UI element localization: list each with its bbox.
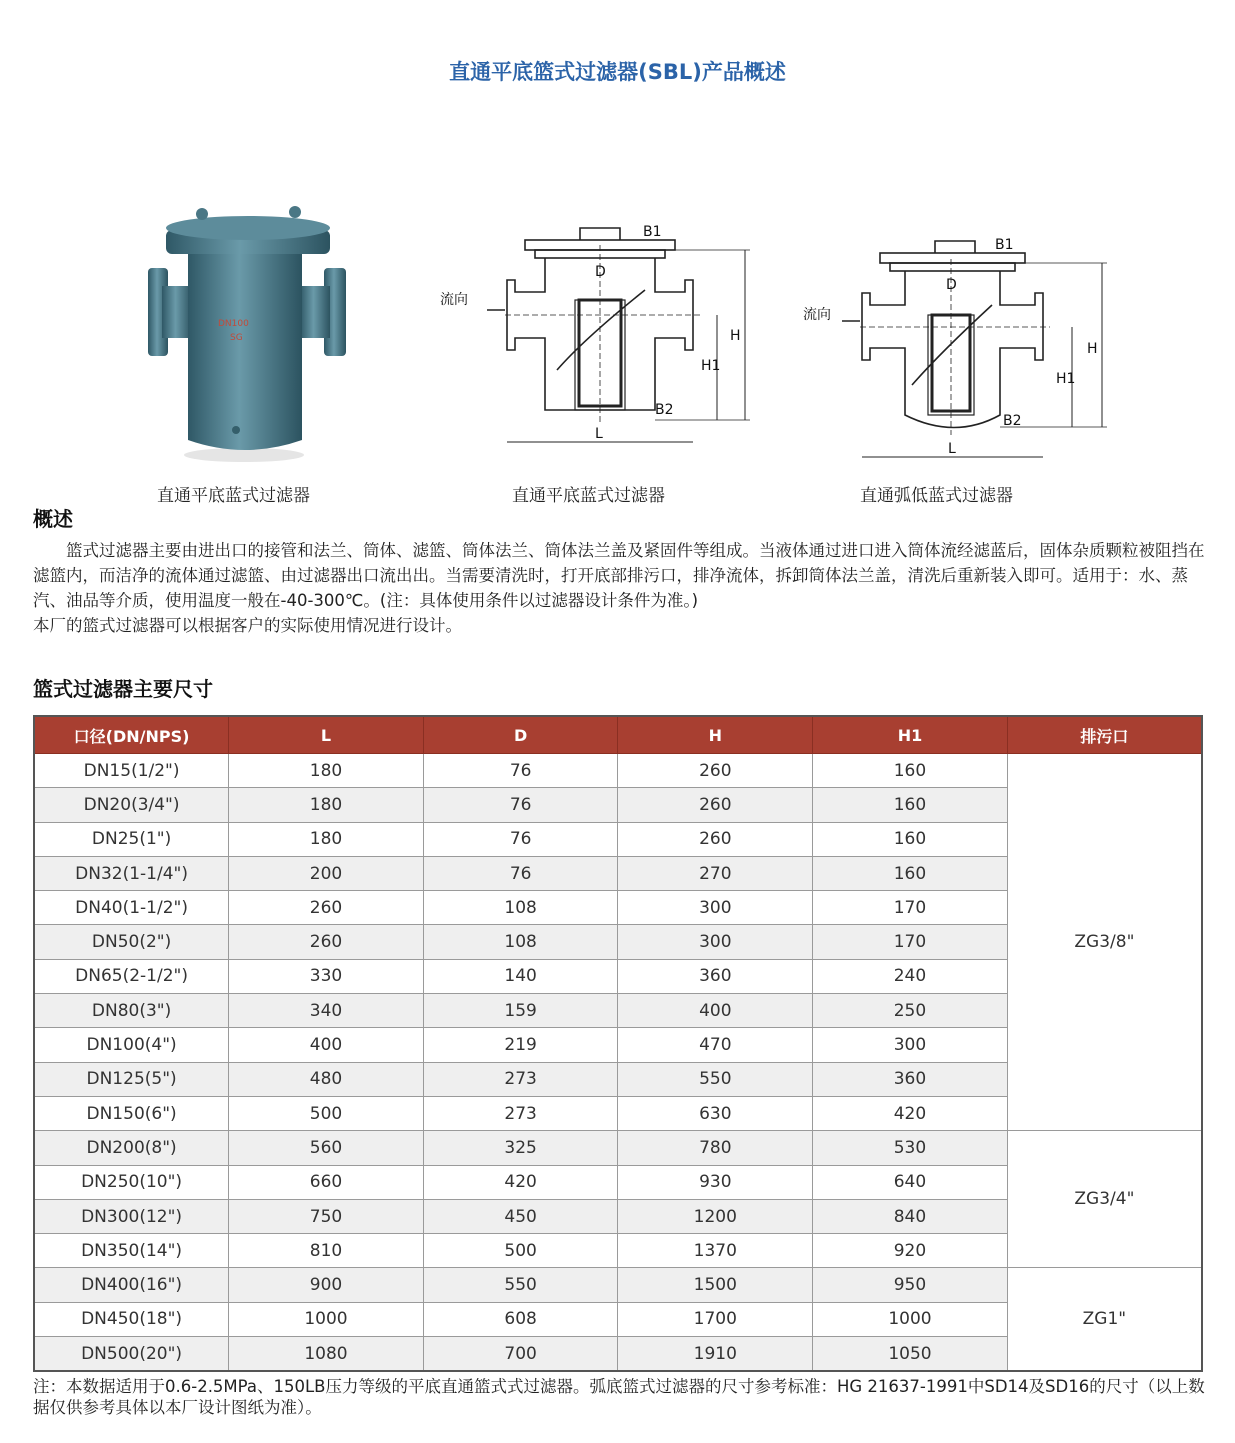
column-header: H1 [813,716,1008,754]
table-cell: 560 [229,1131,424,1165]
table-cell: 550 [618,1062,813,1096]
table-cell: 360 [813,1062,1008,1096]
table-cell: DN20(3/4") [34,788,229,822]
table-cell: 108 [423,891,618,925]
table-cell: 330 [229,959,424,993]
table-cell: 930 [618,1165,813,1199]
table-cell: 260 [618,788,813,822]
overview-paragraph: 本厂的篮式过滤器可以根据客户的实际使用情况进行设计。 [33,616,462,635]
table-cell: 1050 [813,1337,1008,1372]
table-row [34,754,1202,788]
table-cell: DN32(1-1/4") [34,856,229,890]
table-cell: 160 [813,856,1008,890]
table-cell: 920 [813,1234,1008,1268]
table-cell: 325 [423,1131,618,1165]
table-cell: 400 [229,1028,424,1062]
svg-text:SG: SG [230,333,243,343]
h-label: H [730,328,741,344]
column-header: D [423,716,618,754]
table-cell: 108 [423,925,618,959]
table-row [34,1131,1202,1165]
table-cell: 170 [813,891,1008,925]
table-cell: 1000 [229,1302,424,1336]
drain-port-cell: ZG3/8" [1007,754,1202,1131]
footnote: 注：本数据适用于0.6-2.5MPa、150LB压力等级的平底直通篮式式过滤器。弧底篮式过滤器的尺寸参考标准：HG 21637-1991中SD14及SD16的尺寸（以上数据仅供参考具体以本厂设计图纸为准）。 [33,1377,1205,1417]
table-cell: 260 [618,822,813,856]
table-cell: 1500 [618,1268,813,1302]
table-cell: 140 [423,959,618,993]
table-cell: 500 [229,1096,424,1130]
table-cell: 660 [229,1165,424,1199]
table-cell: DN150(6") [34,1096,229,1130]
table-cell: 180 [229,822,424,856]
table-row [34,1268,1202,1302]
table-cell: DN400(16") [34,1268,229,1302]
table-cell: 750 [229,1199,424,1233]
table-cell: 700 [423,1337,618,1372]
table-cell: 76 [423,822,618,856]
table-cell: DN15(1/2") [34,754,229,788]
drain-port-cell: ZG3/4" [1007,1131,1202,1268]
table-cell: 780 [618,1131,813,1165]
table-cell: 1080 [229,1337,424,1372]
table-cell: 400 [618,994,813,1028]
table-cell: 160 [813,822,1008,856]
column-header: 口径(DN/NPS) [34,716,229,754]
table-cell: 1000 [813,1302,1008,1336]
table-cell: 500 [423,1234,618,1268]
figure-caption-arc: 直通弧低蓝式过滤器 [860,486,1013,506]
l-label: L [948,441,956,457]
table-cell: 159 [423,994,618,1028]
table-cell: 450 [423,1199,618,1233]
table-cell: 840 [813,1199,1008,1233]
svg-text:DN100: DN100 [218,319,249,329]
table-cell: 810 [229,1234,424,1268]
table-cell: DN350(14") [34,1234,229,1268]
table-cell: 1700 [618,1302,813,1336]
b2-label: B2 [655,402,674,418]
figure-caption-flat: 直通平底蓝式过滤器 [512,486,665,506]
table-cell: 360 [618,959,813,993]
table-cell: 340 [229,994,424,1028]
table-cell: 530 [813,1131,1008,1165]
h1-label: H1 [701,358,721,374]
table-cell: DN40(1-1/2") [34,891,229,925]
table-cell: 300 [618,925,813,959]
table-cell: 76 [423,788,618,822]
table-cell: 420 [423,1165,618,1199]
h-label: H [1087,341,1098,357]
table-cell: DN50(2") [34,925,229,959]
table-cell: 260 [229,925,424,959]
b1-label: B1 [995,237,1014,253]
column-header: H [618,716,813,754]
table-heading: 篮式过滤器主要尺寸 [33,677,213,701]
table-cell: 270 [618,856,813,890]
d-label: D [595,264,606,280]
table-cell: DN25(1") [34,822,229,856]
table-cell: DN100(4") [34,1028,229,1062]
table-cell: 160 [813,788,1008,822]
table-cell: 1910 [618,1337,813,1372]
overview-paragraph: 篮式过滤器主要由进出口的接管和法兰、筒体、滤篮、筒体法兰、筒体法兰盖及紧固件等组成。当液体通过进口进入筒体流经滤蓝后，固体杂质颗粒被阻挡在滤篮内，而洁净的流体通过滤篮、由过滤器出口流出出。当需要清洗时，打开底部排污口，排净流体，拆卸筒体法兰盖，清洗后重新装入即可。适用于：水、蒸汽、油品等介质，使用温度一般在-40-300℃。(注：具体使用条件以过滤器设计条件为准。) [33,541,1205,610]
table-cell: 300 [813,1028,1008,1062]
table-cell: 240 [813,959,1008,993]
table-cell: 170 [813,925,1008,959]
table-cell: 900 [229,1268,424,1302]
table-cell: 470 [618,1028,813,1062]
table-cell: 300 [618,891,813,925]
table-cell: 260 [229,891,424,925]
filter-photo [140,200,355,465]
table-cell: 550 [423,1268,618,1302]
table-cell: DN450(18") [34,1302,229,1336]
table-cell: 640 [813,1165,1008,1199]
overview-text [33,538,1213,638]
arc-bottom-diagram [800,235,1125,465]
table-cell: 950 [813,1268,1008,1302]
table-cell: 1370 [618,1234,813,1268]
table-cell: DN200(8") [34,1131,229,1165]
flow-direction-label: 流向 [803,307,831,323]
table-cell: 480 [229,1062,424,1096]
overview-heading: 概述 [33,507,73,531]
table-cell: DN250(10") [34,1165,229,1199]
table-cell: 630 [618,1096,813,1130]
table-cell: 250 [813,994,1008,1028]
table-cell: 160 [813,754,1008,788]
table-cell: 1200 [618,1199,813,1233]
table-cell: 180 [229,754,424,788]
b2-label: B2 [1003,413,1022,429]
figure-caption-photo: 直通平底蓝式过滤器 [157,486,310,506]
drain-port-cell: ZG1" [1007,1268,1202,1371]
l-label: L [595,426,603,442]
page-title: 直通平底篮式过滤器(SBL)产品概述 [449,60,786,84]
b1-label: B1 [643,224,662,240]
table-cell: 273 [423,1062,618,1096]
table-cell: DN65(2-1/2") [34,959,229,993]
table-cell: 76 [423,856,618,890]
table-cell: DN80(3") [34,994,229,1028]
flow-direction-label: 流向 [440,292,468,308]
d-label: D [946,277,957,293]
column-header: 排污口 [1007,716,1202,754]
table-cell: 76 [423,754,618,788]
table-cell: 219 [423,1028,618,1062]
dimension-table [33,715,1203,1372]
table-cell: 420 [813,1096,1008,1130]
table-cell: 273 [423,1096,618,1130]
h1-label: H1 [1056,371,1076,387]
table-header-row [34,716,1202,754]
table-cell: 180 [229,788,424,822]
table-cell: DN125(5") [34,1062,229,1096]
table-cell: 608 [423,1302,618,1336]
table-cell: DN300(12") [34,1199,229,1233]
flat-bottom-diagram [435,220,765,455]
table-cell: 260 [618,754,813,788]
table-cell: DN500(20") [34,1337,229,1372]
column-header: L [229,716,424,754]
table-cell: 200 [229,856,424,890]
